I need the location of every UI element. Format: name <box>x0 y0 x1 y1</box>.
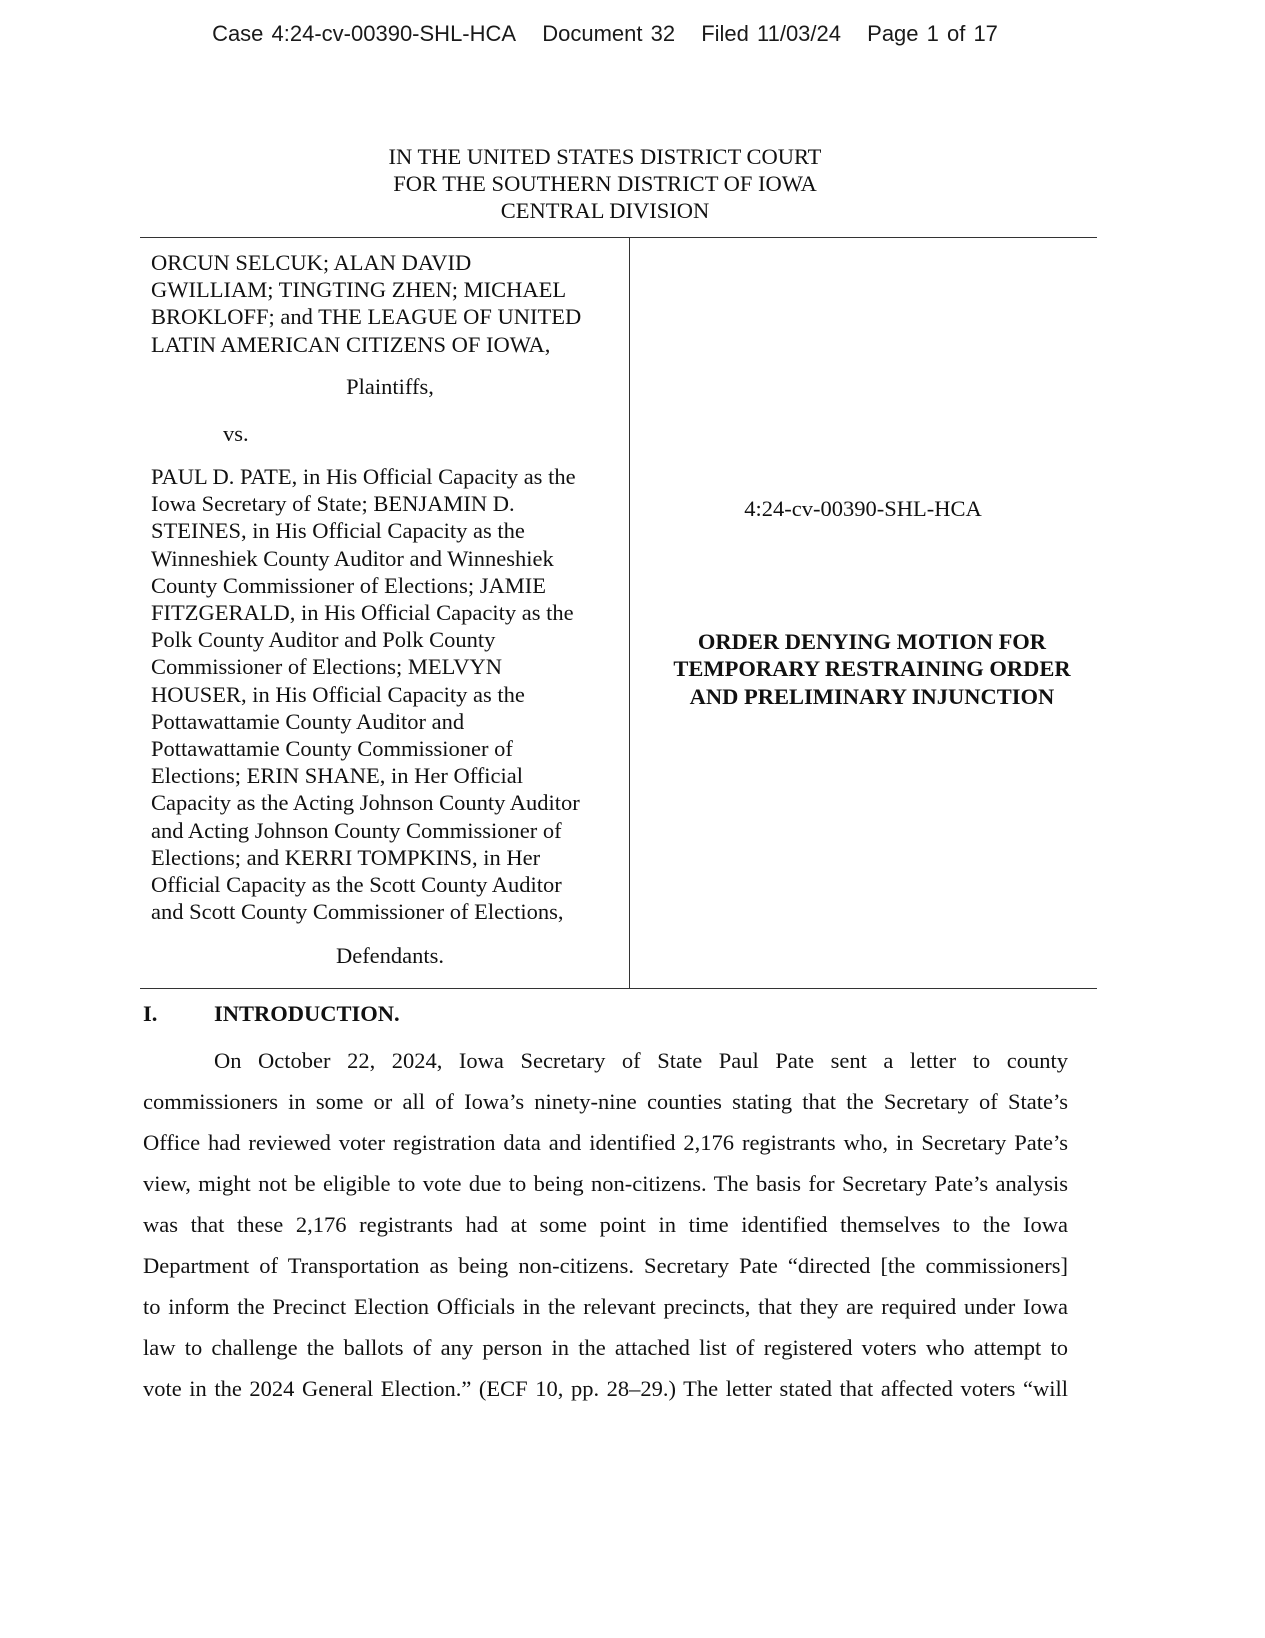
filed-date: Filed 11/03/24 <box>701 21 842 46</box>
party-line: Elections; and KERRI TOMPKINS, in Her <box>151 844 541 870</box>
court-heading <box>0 143 1210 224</box>
party-line: Iowa Secretary of State; BENJAMIN D. <box>151 491 515 517</box>
party-line: Capacity as the Acting Johnson County Auditor <box>151 790 580 816</box>
party-line: LATIN AMERICAN CITIZENS OF IOWA, <box>151 331 551 357</box>
case-number-header: Case 4:24-cv-00390-SHL-HCA <box>212 21 517 46</box>
case-number: 4:24-cv-00390-SHL-HCA <box>744 496 982 521</box>
section-title: INTRODUCTION. <box>214 1001 400 1026</box>
party-line: GWILLIAM; TINGTING ZHEN; MICHAEL <box>151 277 567 303</box>
body-paragraph <box>143 1040 1068 1409</box>
party-line: County Commissioner of Elections; JAMIE <box>151 572 546 598</box>
party-line: and Acting Johnson County Commissioner of <box>151 817 562 843</box>
body-line: Office had reviewed voter registration data and identified 2,176 registrants who, in Secretary Pate’s <box>143 1130 1068 1155</box>
party-line: Winneshiek County Auditor and Winneshiek <box>151 545 554 571</box>
ecf-header <box>0 21 1210 47</box>
defendants-block <box>151 463 621 925</box>
body-line: vote in the 2024 General Election.” (ECF 10, pp. 28–29.) The letter stated that affected voters “will <box>143 1376 1068 1401</box>
versus: vs. <box>223 421 249 446</box>
party-line: Pottawattamie County Auditor and <box>151 708 465 734</box>
body-line: law to challenge the ballots of any person in the attached list of registered voters who attempt to <box>143 1335 1068 1360</box>
party-line: Commissioner of Elections; MELVYN <box>151 654 503 680</box>
party-line: FITZGERALD, in His Official Capacity as the <box>151 600 574 626</box>
caption-divider <box>629 237 630 988</box>
body-line: On October 22, 2024, Iowa Secretary of State Paul Pate sent a letter to county <box>214 1048 1068 1073</box>
party-line: and Scott County Commissioner of Elections, <box>151 899 564 925</box>
party-line: Elections; ERIN SHANE, in Her Official <box>151 763 524 789</box>
order-title-line: AND PRELIMINARY INJUNCTION <box>689 683 1055 709</box>
caption-bottom-rule <box>140 988 1097 989</box>
plaintiffs-block <box>151 249 621 358</box>
party-line: HOUSER, in His Official Capacity as the <box>151 681 525 707</box>
body-line: view, might not be eligible to vote due to being non-citizens. The basis for Secretary Pate’s analysis <box>143 1171 1068 1196</box>
plaintiffs-label: Plaintiffs, <box>346 374 434 399</box>
section-number: I. <box>143 1001 158 1026</box>
page-number: Page 1 of 17 <box>867 21 998 46</box>
caption-top-rule <box>140 237 1097 238</box>
body-line: to inform the Precinct Election Officials in the relevant precincts, that they are required under Iowa <box>143 1294 1068 1319</box>
party-line: Official Capacity as the Scott County Auditor <box>151 872 562 898</box>
court-line-3: CENTRAL DIVISION <box>500 198 710 223</box>
party-line: BROKLOFF; and THE LEAGUE OF UNITED <box>151 304 582 330</box>
party-line: STEINES, in His Official Capacity as the <box>151 518 525 544</box>
body-line: commissioners in some or all of Iowa’s ninety-nine counties stating that the Secretary of State’s <box>143 1089 1068 1114</box>
body-line: Department of Transportation as being non-citizens. Secretary Pate “directed [the commissioners] <box>143 1253 1068 1278</box>
order-title <box>629 628 1115 710</box>
body-line: was that these 2,176 registrants had at some point in time identified themselves to the Iowa <box>143 1212 1068 1237</box>
order-title-line: ORDER DENYING MOTION FOR <box>697 629 1047 654</box>
document-number: Document 32 <box>542 21 676 46</box>
party-line: Pottawattamie County Commissioner of <box>151 736 513 762</box>
defendants-label: Defendants. <box>335 943 445 968</box>
court-line-2: FOR THE SOUTHERN DISTRICT OF IOWA <box>393 171 817 196</box>
court-line-1: IN THE UNITED STATES DISTRICT COURT <box>388 144 822 169</box>
order-title-line: TEMPORARY RESTRAINING ORDER <box>673 656 1071 682</box>
party-line: Polk County Auditor and Polk County <box>151 627 496 653</box>
party-line: PAUL D. PATE, in His Official Capacity as the <box>151 464 576 489</box>
party-line: ORCUN SELCUK; ALAN DAVID <box>151 250 472 275</box>
